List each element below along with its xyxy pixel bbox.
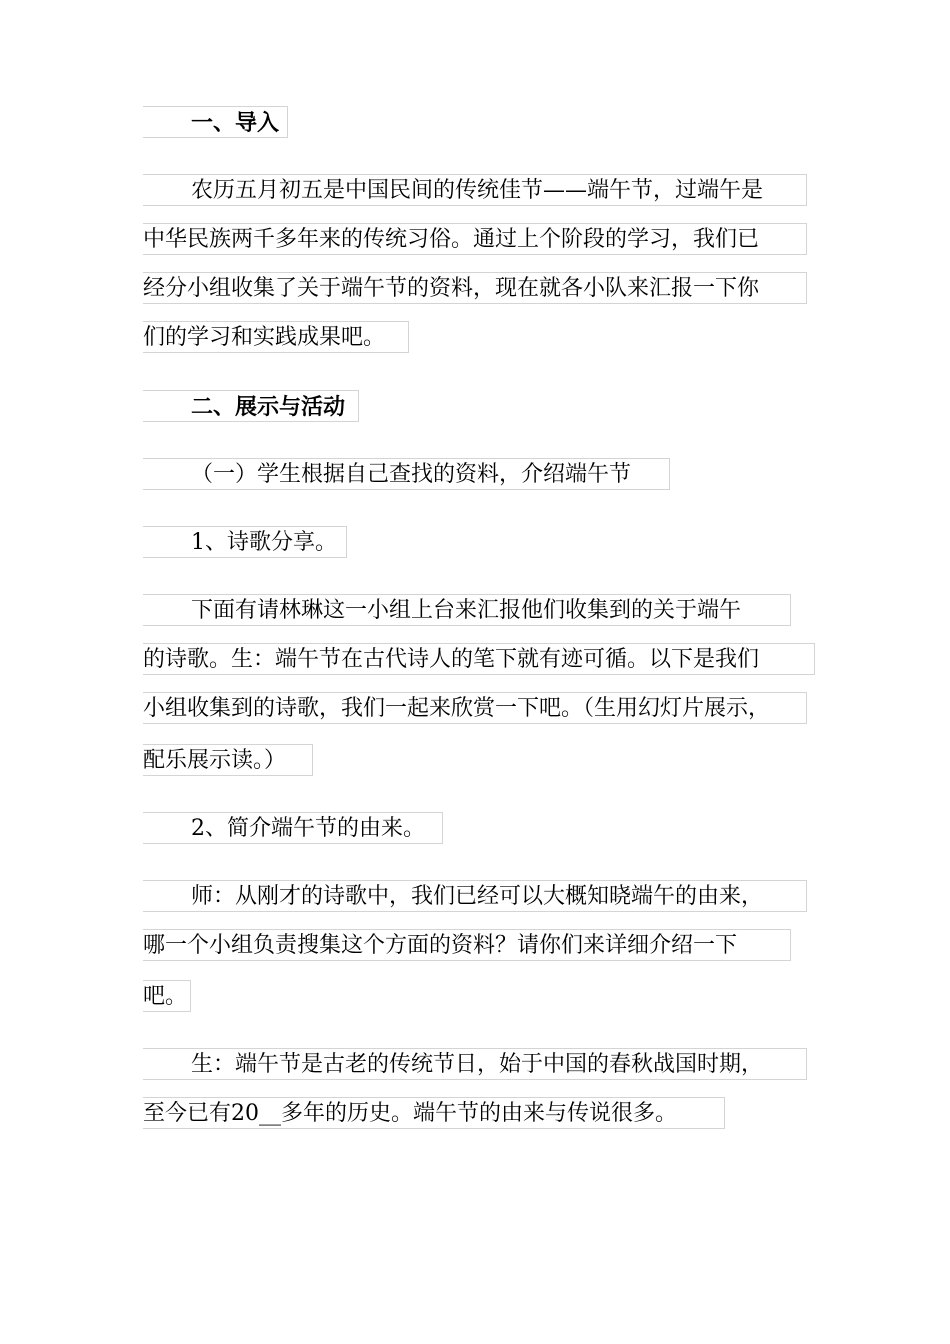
heading-display-activity: 二、展示与活动	[143, 390, 359, 422]
paragraph-line: 下面有请林琳这一小组上台来汇报他们收集到的关于端午	[143, 594, 791, 626]
paragraph-line: 生：端午节是古老的传统节日，始于中国的春秋战国时期，	[143, 1048, 807, 1080]
subheading-students-introduce: （一）学生根据自己查找的资料，介绍端午节	[143, 458, 670, 490]
paragraph-line: 至今已有20__多年的历史。端午节的由来与传说很多。	[143, 1097, 725, 1129]
paragraph-line: 哪一个小组负责搜集这个方面的资料？请你们来详细介绍一下	[143, 929, 791, 961]
heading-introduction: 一、导入	[143, 106, 288, 138]
item-festival-origin: 2、简介端午节的由来。	[143, 812, 443, 844]
item-poetry-sharing: 1、诗歌分享。	[143, 526, 347, 558]
paragraph-line: 中华民族两千多年来的传统习俗。通过上个阶段的学习，我们已	[143, 223, 807, 255]
paragraph-line: 小组收集到的诗歌，我们一起来欣赏一下吧。（生用幻灯片展示，	[143, 692, 807, 724]
paragraph-line: 的诗歌。生：端午节在古代诗人的笔下就有迹可循。以下是我们	[143, 643, 815, 675]
paragraph-line: 配乐展示读。）	[143, 744, 313, 776]
paragraph-line: 农历五月初五是中国民间的传统佳节——端午节，过端午是	[143, 174, 807, 206]
paragraph-line: 们的学习和实践成果吧。	[143, 321, 409, 353]
paragraph-line: 经分小组收集了关于端午节的资料，现在就各小队来汇报一下你	[143, 272, 807, 304]
paragraph-line: 吧。	[143, 980, 191, 1012]
paragraph-line: 师：从刚才的诗歌中，我们已经可以大概知晓端午的由来，	[143, 880, 807, 912]
